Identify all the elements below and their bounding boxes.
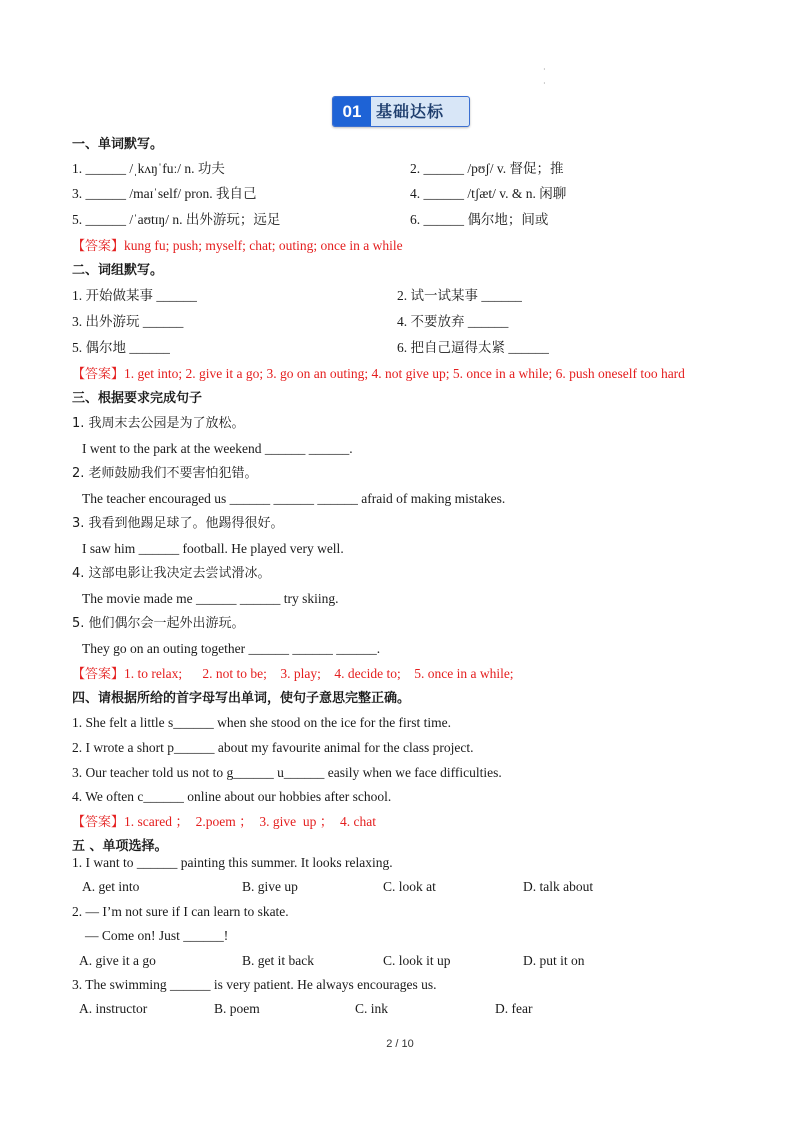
sentence-cn: 2. 老师鼓励我们不要害怕犯错。 [72, 466, 258, 481]
answer-tag: 【答案】 [72, 239, 125, 254]
sentence-en: I saw him ______ football. He played very well. [82, 541, 344, 556]
word-item: 5. ______ /ˈaʊtɪŋ/ n. 出外游玩；远足 [72, 212, 281, 227]
phrase-item: 4. 不要放弃 ______ [397, 314, 509, 329]
mc-option: D. put it on [523, 953, 585, 968]
initial-letter-item: 2. I wrote a short p______ about my favourite animal for the class project. [72, 740, 474, 755]
section2-heading: 二、词组默写。 [72, 263, 164, 278]
page-number: 2 / 10 [386, 1038, 414, 1050]
mc-option: B. get it back [242, 953, 314, 968]
answer-text: 1. get into; 2. give it a go; 3. go on an outing; 4. not give up; 5. once in a while; 6. push oneself too hard [124, 366, 685, 381]
word-item: 2. ______ /pʊʃ/ v. 督促；推 [410, 161, 564, 176]
sentence-en: The movie made me ______ ______ try skiing. [82, 591, 339, 606]
sentence-cn: 4. 这部电影让我决定去尝试滑冰。 [72, 566, 271, 581]
decor-dot: · [543, 65, 546, 74]
answer-tag: 【答案】 [72, 667, 125, 682]
mc-option: B. poem [214, 1001, 260, 1016]
phrase-item: 3. 出外游玩 ______ [72, 314, 184, 329]
mc-question: 2. — I’m not sure if I can learn to skate. [72, 904, 289, 919]
mc-question: 1. I want to ______ painting this summer. It looks relaxing. [72, 855, 393, 870]
answer-text: 1. scared ； 2.poem ； 3. give up ； 4. chat [124, 814, 376, 829]
mc-option: C. ink [355, 1001, 389, 1016]
badge-number: 01 [333, 97, 371, 126]
mc-option: A. give it a go [79, 953, 156, 968]
mc-option: A. instructor [79, 1001, 148, 1016]
phrase-item: 2. 试一试某事 ______ [397, 288, 522, 303]
initial-letter-item: 1. She felt a little s______ when she stood on the ice for the first time. [72, 715, 452, 730]
sentence-cn: 3. 我看到他踢足球了。他踢得很好。 [72, 516, 284, 531]
mc-option: C. look it up [383, 953, 451, 968]
answer-tag: 【答案】 [72, 815, 125, 830]
section5-heading: 五 、单项选择。 [72, 839, 168, 854]
sentence-en: They go on an outing together ______ ______ ______. [82, 641, 381, 656]
section3-answer [72, 666, 514, 683]
answer-tag: 【答案】 [72, 367, 125, 382]
phrase-item: 1. 开始做某事 ______ [72, 288, 197, 303]
phrase-item: 6. 把自己逼得太紧 ______ [397, 340, 549, 355]
section4-answer [72, 814, 376, 831]
sentence-en: I went to the park at the weekend ______ ______. [82, 441, 353, 456]
word-item: 4. ______ /tʃæt/ v. & n. 闲聊 [410, 186, 567, 201]
answer-text: kung fu; push; myself; chat; outing; once in a while [124, 238, 403, 253]
mc-question-reply: — Come on! Just ______! [85, 928, 229, 943]
mc-option: B. give up [242, 879, 298, 894]
answer-text: 1. to relax; 2. not to be; 3. play; 4. decide to; 5. once in a while; [124, 666, 514, 681]
section2-answer [72, 366, 685, 383]
word-item: 1. ______ /ˌkʌŋˈfuː/ n. 功夫 [72, 161, 225, 176]
sentence-en: The teacher encouraged us ______ ______ ______ afraid of making mistakes. [82, 491, 506, 506]
section1-answer [72, 238, 403, 255]
phrase-item: 5. 偶尔地 ______ [72, 340, 170, 355]
section-badge [332, 96, 470, 127]
initial-letter-item: 4. We often c______ online about our hobbies after school. [72, 789, 392, 804]
mc-option: A. get into [82, 879, 140, 894]
decor-dot: · [543, 79, 546, 88]
mc-option: D. fear [495, 1001, 533, 1016]
badge-title: 基础达标 [376, 102, 445, 121]
section4-heading: 四、请根据所给的首字母写出单词，使句子意思完整正确。 [72, 691, 411, 706]
sentence-cn: 5. 他们偶尔会一起外出游玩。 [72, 616, 245, 631]
word-item: 3. ______ /maɪˈself/ pron. 我自己 [72, 186, 257, 201]
mc-option: D. talk about [523, 879, 594, 894]
section1-heading: 一、单词默写。 [72, 137, 164, 152]
section3-heading: 三、根据要求完成句子 [72, 391, 203, 406]
initial-letter-item: 3. Our teacher told us not to g______ u______ easily when we face difficulties. [72, 765, 502, 780]
word-item: 6. ______ 偶尔地；间或 [410, 212, 549, 227]
mc-option: C. look at [383, 879, 436, 894]
mc-question: 3. The swimming ______ is very patient. He always encourages us. [72, 977, 437, 992]
sentence-cn: 1. 我周末去公园是为了放松。 [72, 416, 245, 431]
